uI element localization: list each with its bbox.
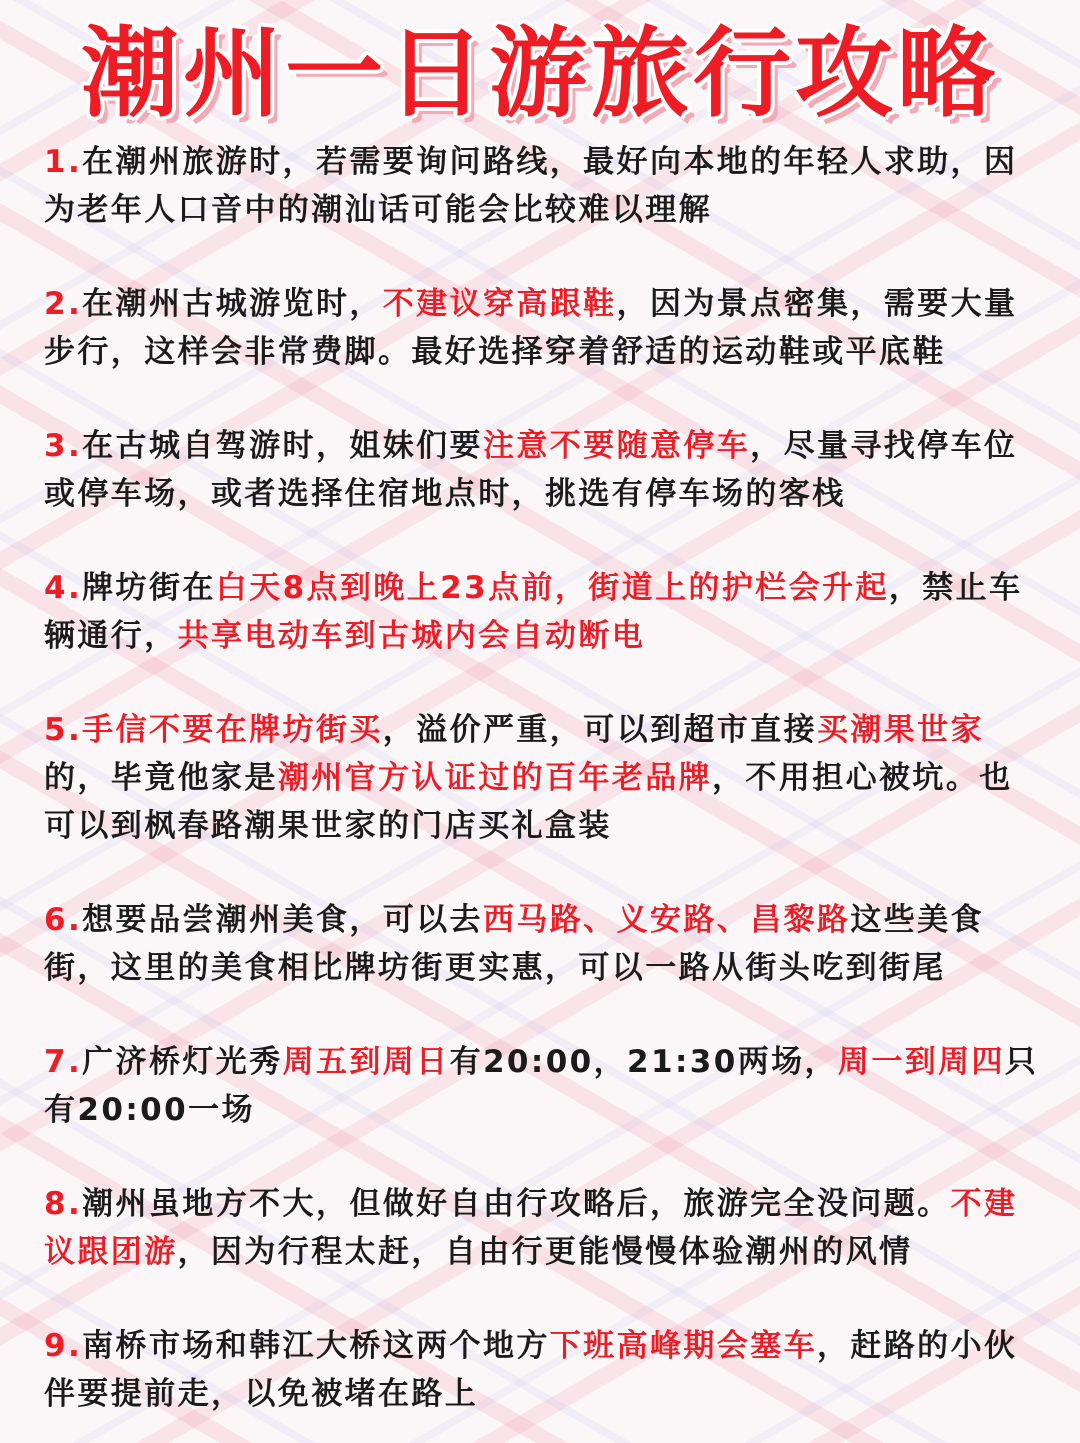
tip-number: 7. — [44, 1044, 83, 1080]
page-title: 潮州一日游旅行攻略 — [80, 17, 999, 131]
tip-highlight-text: 共享电动车到古城内会自动断电 — [177, 618, 646, 654]
tip-highlight-text: 西马路、义安路、昌黎路 — [482, 902, 851, 938]
tip-item-8 — [44, 1180, 1044, 1276]
tip-item-9 — [44, 1322, 1044, 1418]
tip-item-5 — [44, 706, 1044, 850]
tip-highlight-text: 周五到周日 — [282, 1044, 450, 1080]
tip-text: 南桥市场和韩江大桥这两个地方 — [82, 1328, 550, 1364]
tip-highlight-text: 周一到周四 — [837, 1044, 1005, 1080]
tip-highlight-text: 潮州官方认证过的百年老品牌 — [277, 760, 713, 796]
tip-item-6 — [44, 896, 1044, 992]
tip-item-2 — [44, 280, 1044, 376]
tip-highlight-text: 手信不要在牌坊街买 — [82, 712, 383, 748]
tip-text: ，禁止车辆通行， — [44, 570, 1023, 654]
tips-list — [44, 138, 1044, 1418]
tip-text: 想要品尝潮州美食，可以去 — [82, 902, 483, 938]
tip-number: 4. — [44, 570, 83, 606]
tip-text: 的，毕竟他家是 — [44, 760, 278, 796]
tip-number: 9. — [44, 1328, 83, 1364]
tip-item-1 — [44, 138, 1044, 234]
tip-text: ，不用担心被坑。也可以到枫春路潮果世家的门店买礼盒装 — [44, 760, 1013, 844]
tip-item-7 — [44, 1038, 1044, 1134]
tip-highlight-text: 注意不要随意停车 — [482, 428, 751, 464]
tip-text: 在古城自驾游时，姐妹们要 — [82, 428, 483, 464]
tip-number: 8. — [44, 1186, 83, 1222]
tip-number: 6. — [44, 902, 83, 938]
tip-text: 牌坊街在 — [82, 570, 216, 606]
tip-item-4 — [44, 564, 1044, 660]
tip-text: ，赶路的小伙伴要提前走，以免被堵在路上 — [44, 1328, 1018, 1412]
tip-number: 5. — [44, 712, 83, 748]
tip-text: ，因为景点密集，需要大量步行，这样会非常费脚。最好选择穿着舒适的运动鞋或平底鞋 — [44, 286, 1018, 370]
tip-text: ，尽量寻找停车位或停车场，或者选择住宿地点时，挑选有停车场的客栈 — [44, 428, 1018, 512]
tip-text: ，溢价严重，可以到超市直接 — [382, 712, 817, 748]
tip-highlight-text: 买潮果世家 — [816, 712, 984, 748]
tip-text: ，因为行程太赶，自由行更能慢慢体验潮州的风情 — [177, 1234, 913, 1270]
tip-number: 2. — [44, 286, 83, 322]
tip-text: 潮州虽地方不大，但做好自由行攻略后，旅游完全没问题。 — [82, 1186, 951, 1222]
tip-number: 1. — [44, 144, 83, 180]
tip-text: 有20:00，21:30两场， — [449, 1044, 838, 1080]
tip-text: 广济桥灯光秀 — [82, 1044, 283, 1080]
tip-highlight-text: 白天8点到晚上23点前，街道上的护栏会升起 — [215, 570, 889, 606]
tip-text: 这些美食街，这里的美食相比牌坊街更实惠，可以一路从街头吃到街尾 — [44, 902, 984, 986]
tip-number: 3. — [44, 428, 83, 464]
tip-highlight-text: 不建议穿高跟鞋 — [382, 286, 617, 322]
tip-highlight-text: 下班高峰期会塞车 — [549, 1328, 817, 1364]
tip-item-3 — [44, 422, 1044, 518]
tip-text: 只有20:00一场 — [44, 1044, 1039, 1128]
tip-text: 在潮州旅游时，若需要询问路线，最好向本地的年轻人求助，因为老年人口音中的潮汕话可能会比较难以理解 — [44, 144, 1018, 228]
tip-highlight-text: 不建议跟团游 — [44, 1186, 1018, 1270]
tip-text: 在潮州古城游览时， — [82, 286, 383, 322]
